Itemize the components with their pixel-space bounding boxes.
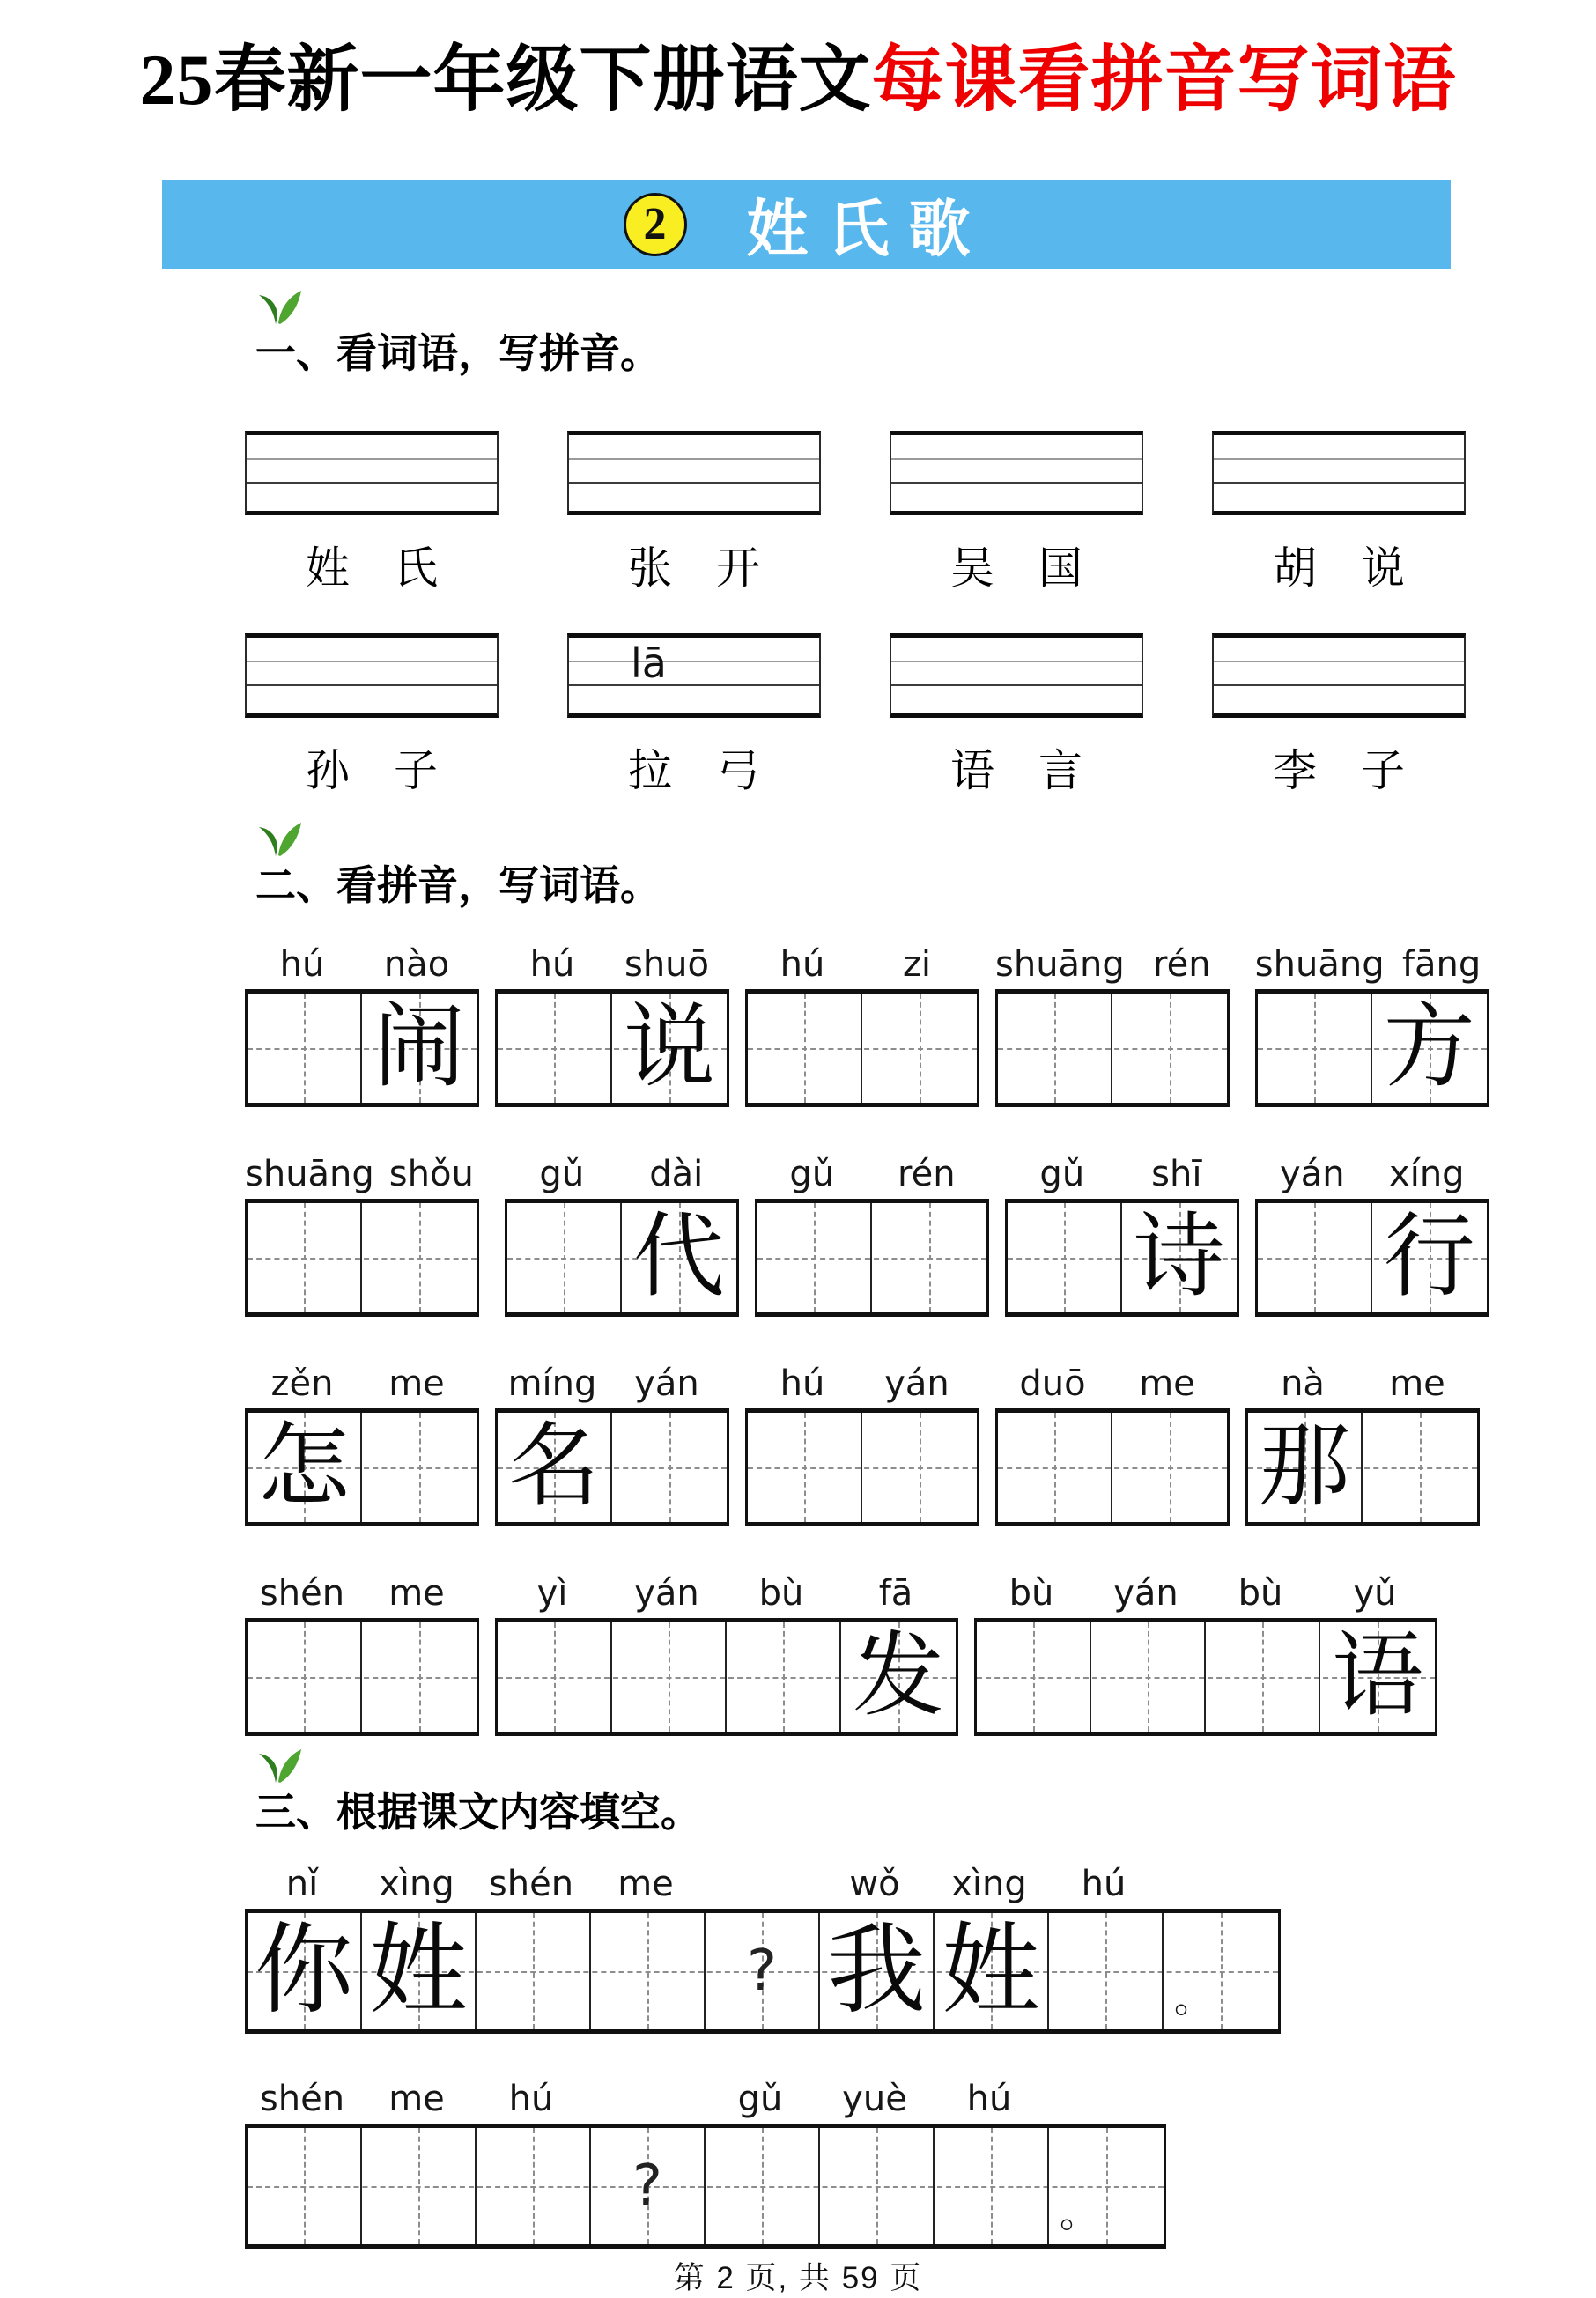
pinyin-grid-line [569,684,819,686]
write-cell [498,1622,612,1732]
handwritten-char: 说 [623,997,715,1099]
pinyin-syllable: míng [507,1363,597,1405]
center-dashed-line [1262,1622,1264,1732]
character-grid [995,1408,1230,1526]
pinyin-syllable: gǔ [539,1154,585,1195]
pinyin-writing-box [1212,633,1466,718]
character-grid [245,1909,1281,2034]
write-cell [248,994,362,1103]
pinyin-writing-box [890,431,1143,515]
character-grid [245,1199,479,1317]
word-item [890,431,1143,596]
pinyin-labels [495,945,729,984]
pinyin-labels [245,2080,1596,2118]
write-cell [1372,994,1487,1103]
pinyin-syllable: gǔ [1039,1154,1085,1195]
word-label: 姓 氏 [306,543,438,594]
word-grid-group [1005,1155,1239,1317]
word-grid-group [755,1155,989,1317]
center-dashed-line [554,1622,556,1732]
center-dashed-line [929,1203,931,1312]
section-one-body [0,431,1596,799]
handwritten-char: 发 [852,1626,944,1728]
character-grid [495,1618,958,1736]
pinyin-syllable: hú [966,2079,1012,2120]
write-cell [591,2128,706,2244]
write-cell [248,2128,362,2244]
write-cell [362,2128,477,2244]
write-cell [1164,1913,1278,2029]
pinyin-labels [245,1865,1596,1903]
pinyin-labels [245,1364,479,1403]
word-item [567,431,821,596]
word-item [245,633,499,799]
pinyin-box-row [245,633,1596,799]
pinyin-grid-line [569,482,819,484]
center-dashed-line [418,2128,420,2244]
center-dashed-line [1314,994,1316,1103]
pinyin-labels [495,1574,958,1613]
center-dashed-line [419,1413,421,1522]
write-cell [820,2128,935,2244]
character-grid [1245,1408,1480,1526]
pinyin-grid-line [891,684,1142,686]
write-cell [1258,1203,1372,1312]
pinyin-syllable: zěn [270,1363,334,1405]
pinyin-syllable: fā [878,1573,913,1615]
pinyin-syllable: dài [649,1154,704,1195]
center-dashed-line [1148,1622,1149,1732]
handwritten-period: 。 [1060,2191,1098,2237]
handwritten-pinyin: lā [631,639,667,688]
word-grid-group [995,945,1239,1107]
handwritten-char: 姓 [369,1917,468,2027]
pinyin-labels [1255,1155,1489,1193]
handwritten-char: 名 [507,1416,600,1518]
write-cell [477,1913,591,2029]
pinyin-writing-box [245,431,499,515]
pinyin-syllable: shén [259,2079,345,2120]
handwritten-char: 你 [255,1917,353,2027]
write-cell [362,994,477,1103]
center-dashed-line [554,994,556,1103]
pinyin-syllable: yǔ [1353,1573,1397,1615]
center-dashed-line [419,1203,421,1312]
write-cell [498,1413,612,1522]
pinyin-syllable: bù [758,1573,804,1615]
handwritten-char: 代 [632,1207,725,1309]
pinyin-writing-box [567,431,821,515]
handwritten-char: 姓 [942,1917,1040,2027]
pinyin-writing-box [245,633,499,718]
pinyin-syllable: fāng [1401,944,1481,986]
write-cell [748,994,862,1103]
pinyin-syllable: me [388,2079,445,2120]
sprout-icon [254,1747,305,1794]
write-cell [1122,1203,1237,1312]
page-title-course: 25春新一年级下册语文 [139,40,872,120]
sprout-icon [254,288,305,336]
word-item [1212,431,1466,596]
write-cell [1248,1413,1363,1522]
pinyin-syllable: yuè [842,2079,907,2120]
pinyin-syllable: gǔ [789,1154,835,1195]
center-dashed-line [1221,1913,1223,2029]
center-dashed-line [304,2128,306,2244]
write-cell [612,994,727,1103]
pinyin-syllable [1046,2080,1161,2118]
character-grid [1255,989,1489,1107]
pinyin-grid-row [245,1574,1596,1736]
pinyin-syllable: nào [383,944,450,986]
word-grid-group [745,945,979,1107]
pinyin-syllable [1161,1865,1275,1903]
write-cell [1258,994,1372,1103]
pinyin-syllable: xíng [1389,1154,1465,1195]
pinyin-syllable [588,2080,703,2118]
word-item [1212,633,1466,799]
pinyin-syllable: me [388,1573,445,1615]
write-cell [977,1622,1091,1732]
write-cell [612,1413,727,1522]
pinyin-syllable: shén [488,1864,574,1905]
pinyin-grid-line [569,661,819,662]
word-grid-group [1245,1364,1480,1526]
handwritten-period: 。 [1174,1977,1213,2022]
word-grid-group [495,945,729,1107]
center-dashed-line [647,1913,649,2029]
character-grid [745,989,979,1107]
character-grid [245,989,479,1107]
pinyin-grid-line [891,482,1142,484]
pinyin-box-row [245,431,1596,596]
word-item [245,431,499,596]
character-grid [755,1199,989,1317]
pinyin-writing-box [1212,431,1466,515]
character-grid [495,1408,729,1526]
lesson-banner [162,180,1451,269]
write-cell [841,1622,956,1732]
write-cell [498,994,612,1103]
pinyin-labels [1255,945,1499,984]
handwritten-char: 怎 [257,1416,350,1518]
write-cell [748,1413,862,1522]
word-grid-group [245,945,479,1107]
center-dashed-line [762,2128,764,2244]
write-cell [1049,2128,1164,2244]
word-grid-group [505,1155,739,1317]
write-cell [362,1413,477,1522]
center-dashed-line [1170,1413,1171,1522]
write-cell [1112,1413,1227,1522]
character-grid [505,1199,739,1317]
center-dashed-line [1064,1203,1066,1312]
write-cell [622,1203,736,1312]
write-cell [998,994,1112,1103]
handwritten-char: 我 [827,1917,926,2027]
word-label: 张 开 [628,543,760,594]
word-item [890,633,1143,799]
write-cell [820,1913,935,2029]
pinyin-syllable: bù [1238,1573,1283,1615]
center-dashed-line [304,994,306,1103]
pinyin-syllable: hú [780,944,825,986]
center-dashed-line [920,1413,921,1522]
handwritten-char: 闹 [373,997,465,1099]
word-label: 拉 弓 [628,746,760,796]
word-label: 孙 子 [306,746,438,796]
center-dashed-line [1314,1203,1316,1312]
pinyin-grid-line [1214,458,1464,460]
center-dashed-line [876,2128,878,2244]
write-cell [1112,994,1227,1103]
write-cell [935,2128,1049,2244]
pinyin-syllable: xìng [951,1864,1027,1905]
section-one-heading-text: 一、看词语，写拼音。 [255,330,661,377]
pinyin-syllable: rén [1153,944,1211,986]
word-grid-group [245,1155,489,1317]
center-dashed-line [419,1622,421,1732]
pinyin-syllable: shuāng [1254,944,1385,986]
write-cell [706,1913,820,2029]
pinyin-syllable: gǔ [737,2079,783,2120]
write-cell [477,2128,591,2244]
character-grid [1255,1199,1489,1317]
character-grid [495,989,729,1107]
pinyin-labels [245,1155,489,1193]
pinyin-labels [974,1574,1437,1613]
lesson-title: 姓氏歌 [746,195,990,264]
write-cell [612,1622,727,1732]
word-grid-group [1255,1155,1489,1317]
word-grid-group [745,1364,979,1526]
pinyin-grid-line [247,661,497,662]
write-cell [362,1203,477,1312]
section-three-heading-text: 三、根据课文内容填空。 [255,1789,701,1836]
pinyin-syllable: shuō [624,944,709,986]
write-cell [248,1913,362,2029]
center-dashed-line [1170,994,1171,1103]
sprout-icon [254,820,305,868]
pinyin-labels [505,1155,739,1193]
pinyin-grid-line [1214,684,1464,686]
write-cell [862,1413,977,1522]
pinyin-syllable: me [388,1363,445,1405]
write-cell [362,1913,477,2029]
write-cell [248,1622,362,1732]
page-title [0,0,1596,118]
pinyin-syllable: wǒ [849,1864,900,1905]
pinyin-grid-line [891,661,1142,662]
write-cell [998,1413,1112,1522]
word-label: 胡 说 [1273,543,1405,594]
pinyin-syllable: shuāng [245,1154,374,1195]
word-grid-group [1255,945,1499,1107]
write-cell [1008,1203,1122,1312]
pinyin-syllable: me [1139,1363,1195,1405]
center-dashed-line [669,1622,670,1732]
write-cell [591,1913,706,2029]
pinyin-syllable: yì [536,1573,568,1615]
handwritten-char: 诗 [1133,1207,1225,1309]
center-dashed-line [564,1203,565,1312]
center-dashed-line [920,994,921,1103]
character-grid [1005,1199,1239,1317]
pinyin-writing-box [890,633,1143,718]
center-dashed-line [1106,2128,1108,2244]
center-dashed-line [304,1203,306,1312]
pinyin-labels [995,945,1239,984]
character-grid [745,1408,979,1526]
pinyin-labels [995,1364,1230,1403]
pinyin-labels [745,1364,979,1403]
pinyin-labels [1245,1364,1480,1403]
write-cell [1206,1622,1320,1732]
word-grid-group [245,1574,479,1736]
center-dashed-line [1420,1413,1422,1522]
write-cell [1091,1622,1206,1732]
sentence-grid-row [245,1865,1596,2034]
handwritten-char: 方 [1383,997,1475,1099]
pinyin-grid-line [891,458,1142,460]
section-two-body [0,945,1596,1736]
word-grid-group [245,1364,479,1526]
pinyin-grid-line [1214,661,1464,662]
center-dashed-line [533,2128,535,2244]
write-cell [1049,1913,1164,2029]
page-number: 第 2 页, 共 59 页 [673,2261,923,2296]
section-three-body [0,1865,1596,2249]
center-dashed-line [1033,1622,1035,1732]
word-grid-group [974,1574,1437,1736]
pinyin-syllable: nǐ [285,1864,319,1905]
section-three-heading [255,1780,701,1838]
center-dashed-line [783,1622,785,1732]
pinyin-labels [245,1574,479,1613]
write-cell [1363,1413,1477,1522]
center-dashed-line [1105,1913,1107,2029]
pinyin-grid-line [247,458,497,460]
pinyin-syllable: duō [1019,1363,1086,1405]
pinyin-grid-line [247,482,497,484]
pinyin-syllable: hú [780,1363,825,1405]
center-dashed-line [804,1413,806,1522]
character-grid [245,1408,479,1526]
pinyin-syllable: bù [1009,1573,1054,1615]
pinyin-syllable: rén [898,1154,956,1195]
write-cell [1320,1622,1435,1732]
pinyin-syllable: yán [1280,1154,1345,1195]
center-dashed-line [1054,1413,1056,1522]
pinyin-labels [755,1155,989,1193]
pinyin-syllable: hú [529,944,575,986]
pinyin-syllable: zi [902,944,932,986]
pinyin-labels [745,945,979,984]
write-cell [248,1203,362,1312]
center-dashed-line [814,1203,816,1312]
handwritten-question-mark: ? [747,1939,777,2005]
pinyin-grid-row [245,1364,1596,1526]
word-grid-group [495,1574,958,1736]
write-cell [248,1413,362,1522]
pinyin-syllable: yán [634,1573,699,1615]
handwritten-char: 那 [1258,1416,1350,1518]
character-grid [245,1618,479,1736]
center-dashed-line [1054,994,1056,1103]
pinyin-syllable: nà [1281,1363,1325,1405]
page-title-topic: 每课看拼音写词语 [871,40,1457,120]
write-cell [872,1203,986,1312]
section-two-heading [255,853,661,912]
pinyin-syllable: me [617,1864,674,1905]
pinyin-syllable: hú [508,2079,554,2120]
pinyin-labels [245,945,479,984]
write-cell [727,1622,841,1732]
pinyin-grid-line [1214,482,1464,484]
handwritten-char: 行 [1383,1207,1475,1309]
word-item [567,633,821,799]
word-label: 李 子 [1273,746,1405,796]
character-grid [245,2124,1166,2249]
pinyin-syllable [703,1865,817,1903]
center-dashed-line [991,2128,993,2244]
pinyin-syllable: hú [279,944,325,986]
write-cell [507,1203,622,1312]
pinyin-grid-line [247,684,497,686]
pinyin-grid-line [569,458,819,460]
pinyin-labels [495,1364,729,1403]
center-dashed-line [669,1413,671,1522]
center-dashed-line [304,1622,306,1732]
section-two-heading-text: 二、看拼音，写词语。 [255,862,661,909]
pinyin-grid-row [245,1155,1596,1317]
word-label: 吴 国 [950,543,1082,594]
write-cell [757,1203,872,1312]
word-label: 语 言 [950,746,1082,796]
character-grid [974,1618,1437,1736]
pinyin-syllable: hú [1081,1864,1127,1905]
center-dashed-line [533,1913,535,2029]
pinyin-syllable: shǒu [388,1154,474,1195]
character-grid [995,989,1230,1107]
pinyin-syllable: yán [634,1363,699,1405]
sentence-grid-row [245,2080,1596,2249]
center-dashed-line [804,994,806,1103]
lesson-number-badge: 2 [624,193,687,256]
pinyin-syllable: shuāng [995,944,1125,986]
pinyin-writing-box [567,633,821,718]
pinyin-syllable: me [1389,1363,1445,1405]
pinyin-syllable: yán [1113,1573,1179,1615]
write-cell [1372,1203,1487,1312]
pinyin-syllable: shī [1151,1154,1202,1195]
pinyin-syllable: shén [259,1573,345,1615]
pinyin-labels [1005,1155,1239,1193]
word-grid-group [495,1364,729,1526]
write-cell [935,1913,1049,2029]
pinyin-syllable: xìng [379,1864,454,1905]
write-cell [362,1622,477,1732]
word-grid-group [995,1364,1230,1526]
handwritten-char: 语 [1331,1626,1423,1728]
pinyin-grid-row [245,945,1596,1107]
section-one-heading [255,321,661,380]
write-cell [706,2128,820,2244]
pinyin-syllable: yán [884,1363,949,1405]
write-cell [862,994,977,1103]
handwritten-question-mark: ? [632,2154,662,2220]
